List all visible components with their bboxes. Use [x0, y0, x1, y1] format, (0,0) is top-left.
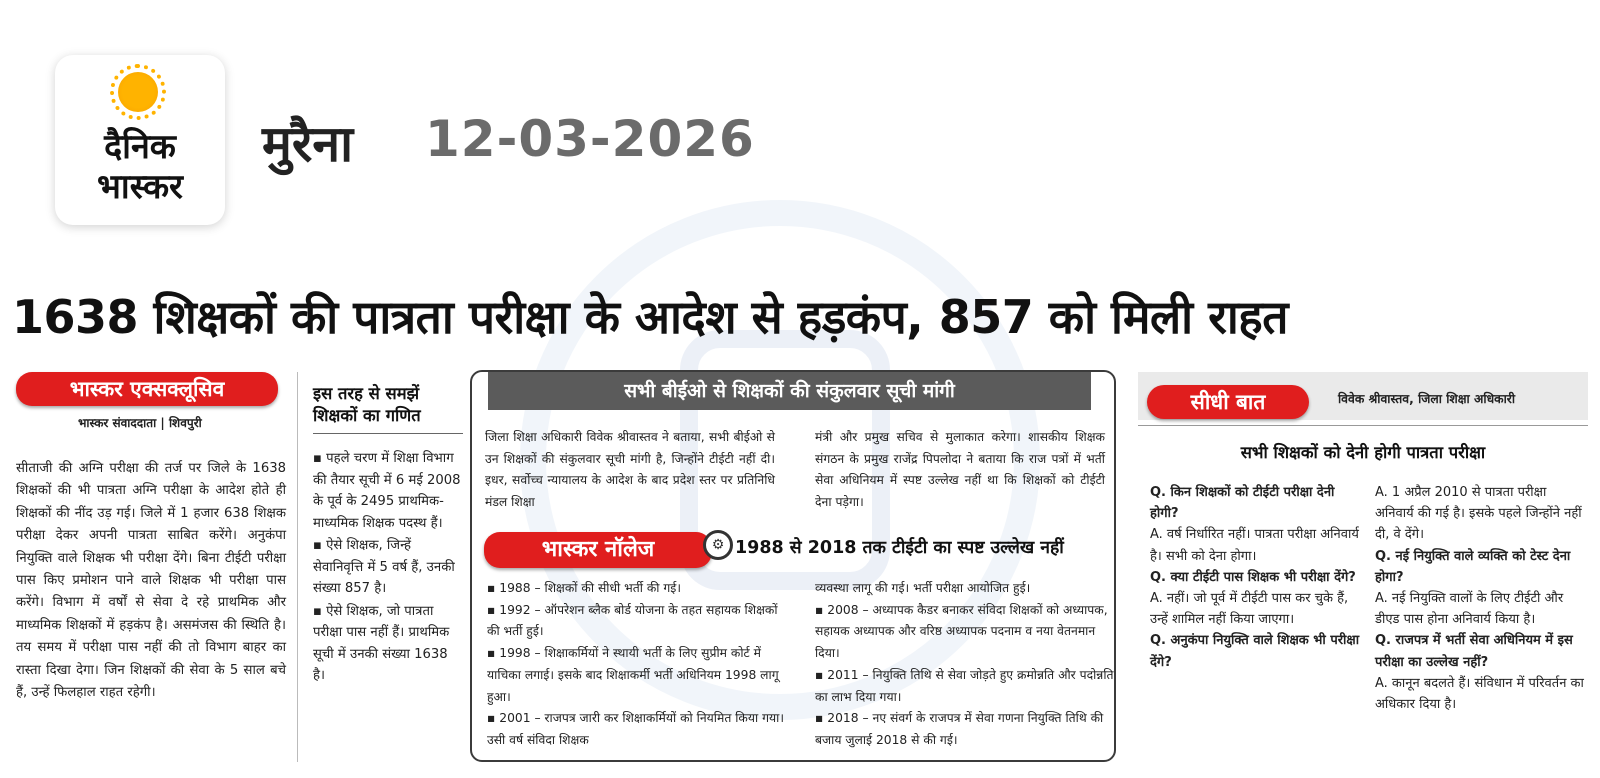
- newspaper-logo: [55, 55, 225, 225]
- timeline-right: [815, 578, 1115, 752]
- question: Q. किन शिक्षकों को टीईटी परीक्षा देनी होगी?: [1150, 485, 1335, 522]
- city-name: मुरैना: [262, 115, 354, 173]
- timeline-item: व्यवस्था लागू की गई। भर्ती परीक्षा आयोजित हुई।: [815, 581, 1031, 595]
- knowledge-tag: भास्कर नॉलेज: [484, 532, 712, 568]
- math-point: ▪ ऐसे शिक्षक, जिन्हें सेवानिवृत्ति में 5 वर्ष हैं, उनकी संख्या 857 है।: [313, 538, 455, 596]
- divider: [1138, 425, 1588, 426]
- question: Q. क्या टीईटी पास शिक्षक भी परीक्षा देंगे?: [1150, 569, 1356, 585]
- divider: [313, 433, 463, 434]
- math-box-title: इस तरह से समझें शिक्षकों का गणित: [313, 384, 421, 425]
- timeline-item: ▪ 2018 – नए संवर्ग के राजपत्र में सेवा गणना नियुक्ति तिथि की बजाय जुलाई 2018 से की गई।: [815, 711, 1104, 747]
- qa-left-column: [1150, 482, 1360, 673]
- answer: A. नहीं। जो पूर्व में टीईटी पास कर चुके हैं, उन्हें शामिल नहीं किया जाएगा।: [1150, 591, 1349, 628]
- timeline-item: ▪ 1988 – शिक्षकों की सीधी भर्ती की गई।: [487, 581, 682, 595]
- question: Q. राजपत्र में भर्ती सेवा अधिनियम में इस परीक्षा का उल्लेख नहीं?: [1375, 633, 1573, 670]
- timeline-left: [487, 578, 787, 752]
- timeline-item: ▪ 1998 – शिक्षाकर्मियों ने स्थायी भर्ती के लिए सुप्रीम कोर्ट में याचिका लगाई। इसके बाद शिक्षाकर्मी भर्ती अधिनियम 1998 लागू हुआ।: [487, 646, 779, 704]
- officer-name: विवेक श्रीवास्तव, जिला शिक्षा अधिकारी: [1338, 392, 1516, 406]
- interview-title: सभी शिक्षकों को देनी होगी पात्रता परीक्षा: [1240, 443, 1486, 462]
- lead-story-text: सीताजी की अग्नि परीक्षा की तर्ज पर जिले के 1638 शिक्षकों की भी पात्रता अग्नि परीक्षा के आदेश होते ही शिक्षकों की नींद उड़ गई। जिले में 1 हजार 638 शिक्षक परीक्षा देकर अपनी पात्रता साबित करेंगे। अनुकंपा नियुक्ति वाले शिक्षक भी परीक्षा देंगे। बिना टीईटी परीक्षा पास किए प्रमोशन पाने वाले शिक्षक भी परीक्षा पास करेंगे। विभाग में वर्षों से सेवा दे रहे प्राथमिक और माध्यमिक शिक्षकों में हड़कंप है। असमंजस की स्थिति है। तय समय में परीक्षा पास नहीं की तो विभाग बाहर का रास्ता दिखा देगा। जिन शिक्षकों की सेवा के 5 साल बचे हैं, उन्हें फिलहाल राहत रहेगी।: [16, 461, 286, 701]
- headline: 1638 शिक्षकों की पात्रता परीक्षा के आदेश से हड़कंप, 857 को मिली राहत: [12, 290, 1288, 344]
- logo-line-2: भास्कर: [97, 167, 183, 207]
- question: Q. नई नियुक्ति वाले व्यक्ति को टेस्ट देना होगा?: [1375, 548, 1571, 585]
- answer: A. नई नियुक्ति वालों के लिए टीईटी और डीएड पास होना अनिवार्य किया है।: [1375, 591, 1564, 628]
- column-divider: [297, 372, 298, 762]
- math-box-points: [313, 448, 463, 688]
- answer: A. वर्ष निर्धारित नहीं। पात्रता परीक्षा अनिवार्य है। सभी को देना होगा।: [1150, 527, 1359, 564]
- timeline-item: ▪ 1992 – ऑपरेशन ब्लैक बोर्ड योजना के तहत सहायक शिक्षकों की भर्ती हुई।: [487, 602, 778, 639]
- exclusive-tag: भास्कर एक्सक्लूसिव: [16, 372, 278, 406]
- timeline-item: ▪ 2001 – राजपत्र जारी कर शिक्षाकर्मियों को नियमित किया गया। उसी वर्ष संविदा शिक्षक: [487, 711, 784, 747]
- direct-talk-tag: सीधी बात: [1147, 385, 1309, 419]
- sun-icon: [118, 72, 158, 112]
- logo-line-1: दैनिक: [104, 127, 176, 167]
- gear-icon: ⚙: [703, 530, 733, 560]
- answer: A. कानून बदलते हैं। संविधान में परिवर्तन का अधिकार दिया है।: [1375, 675, 1584, 713]
- center-para-right: मंत्री और प्रमुख सचिव से मुलाकात करेगा। शासकीय शिक्षक संगठन के प्रमुख राजेंद्र पिपलोदा ने बताया कि राज पत्रों में भर्ती सेवा अधिनियम में स्पष्ट उल्लेख नहीं था कि शिक्षकों को टीईटी देना पड़ेगा।: [815, 430, 1105, 509]
- byline: भास्कर संवाददाता | शिवपुरी: [78, 416, 202, 430]
- center-para-left: जिला शिक्षा अधिकारी विवेक श्रीवास्तव ने बताया, सभी बीईओ से उन शिक्षकों की संकुलवार सूची मांगी है, जिन्होंने टीईटी नहीं दी। इधर, सर्वोच्च न्यायालय के आदेश के बाद प्रदेश स्तर पर प्रतिनिधि मंडल शिक्षा: [485, 430, 775, 509]
- edition-date: 12-03-2026: [425, 110, 755, 168]
- timeline-item: ▪ 2011 – नियुक्ति तिथि से सेवा जोड़ते हुए क्रमोन्नति और पदोन्नति का लाभ दिया गया।: [815, 667, 1114, 704]
- qa-right-column: [1375, 482, 1585, 715]
- timeline-item: ▪ 2008 – अध्यापक कैडर बनाकर संविदा शिक्षकों को अध्यापक, सहायक अध्यापक और वरिष्ठ अध्यापक पदनाम व नया वेतनमान दिया।: [815, 602, 1108, 661]
- math-point: ▪ ऐसे शिक्षक, जो पात्रता परीक्षा पास नहीं हैं। प्राथमिक सूची में उनकी संख्या 1638 है।: [313, 603, 450, 683]
- center-box-heading: सभी बीईओ से शिक्षकों की संकुलवार सूची मांगी: [488, 372, 1091, 410]
- math-point: ▪ पहले चरण में शिक्षा विभाग की तैयार सूची में 6 मई 2008 के पूर्व के 2495 प्राथमिक- माध्यमिक शिक्षक पदस्थ हैं।: [313, 451, 461, 531]
- knowledge-title: 1988 से 2018 तक टीईटी का स्पष्ट उल्लेख नहीं: [735, 538, 1064, 558]
- question: Q. अनुकंपा नियुक्ति वाले शिक्षक भी परीक्षा देंगे?: [1150, 633, 1360, 670]
- answer: A. 1 अप्रैल 2010 से पात्रता परीक्षा अनिवार्य की गई है। इसके पहले जिन्होंने नहीं दी, वे देंगे।: [1375, 485, 1582, 543]
